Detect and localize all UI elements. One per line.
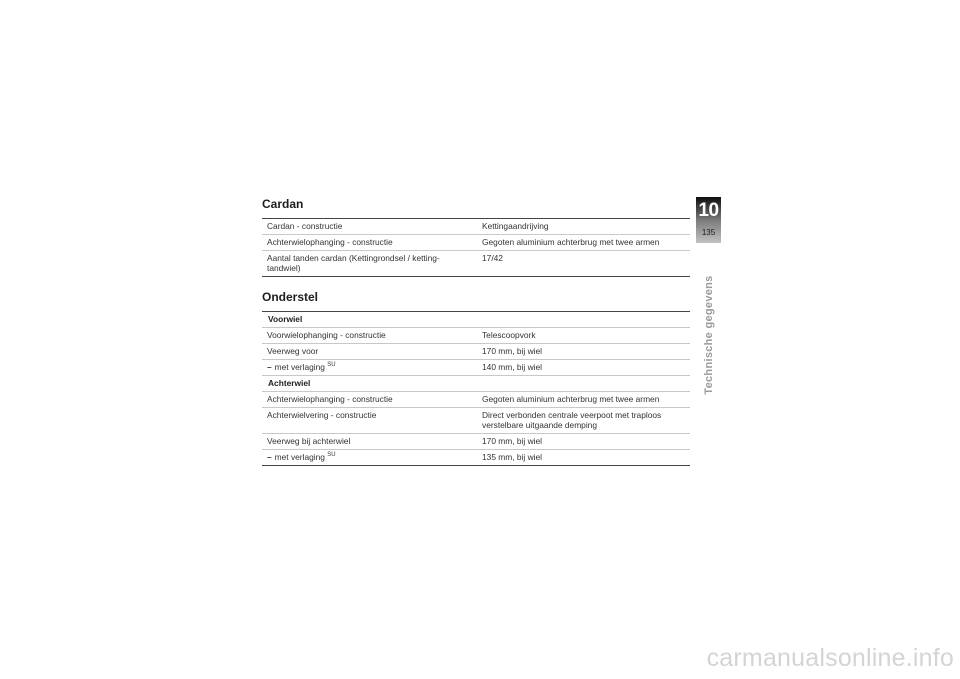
subheading-voorwiel: Voorwiel — [262, 312, 690, 328]
spec-label: Cardan - constructie — [262, 219, 477, 235]
spec-value: 140 mm, bij wiel — [477, 360, 690, 376]
spec-value: 17/42 — [477, 251, 690, 277]
onderstel-table — [262, 311, 690, 466]
spec-content — [262, 197, 690, 466]
table-row — [262, 450, 690, 466]
table-row — [262, 219, 690, 235]
section-title-cardan: Cardan — [262, 197, 304, 211]
spec-label-sub — [262, 360, 477, 376]
cardan-table — [262, 218, 690, 277]
spec-label-text: met verlaging — [274, 452, 325, 462]
table-row — [262, 328, 690, 344]
spec-label: Achterwielvering - constructie — [262, 408, 477, 434]
chapter-tab — [696, 197, 721, 243]
spec-label: Veerweg bij achterwiel — [262, 434, 477, 450]
spec-label-text: met verlaging — [274, 362, 325, 372]
spec-value: Gegoten aluminium achterbrug met twee armen — [477, 392, 690, 408]
su-mark: SU — [327, 362, 336, 369]
chapter-number: 10 — [698, 200, 719, 221]
su-mark: SU — [327, 452, 336, 459]
section-title-onderstel: Onderstel — [262, 290, 319, 304]
subheading-row — [262, 376, 690, 392]
chapter-side-label: Technische gegevens — [703, 275, 715, 395]
page-number: 135 — [701, 228, 716, 237]
spec-value: Telescoopvork — [477, 328, 690, 344]
table-row — [262, 360, 690, 376]
subheading-row — [262, 312, 690, 328]
table-row — [262, 392, 690, 408]
spec-label: Veerweg voor — [262, 344, 477, 360]
spec-label-sub — [262, 450, 477, 466]
dash-bullet-icon: – — [267, 362, 272, 372]
spec-label: Voorwielophanging - constructie — [262, 328, 477, 344]
spec-label: Achterwielophanging - constructie — [262, 392, 477, 408]
spec-value: Direct verbonden centrale veerpoot met traploos verstelbare uitgaande demping — [477, 408, 690, 434]
spec-value: 170 mm, bij wiel — [477, 344, 690, 360]
spec-label: Aantal tanden cardan (Kettingrondsel / ketting-tandwiel) — [262, 251, 477, 277]
table-row — [262, 434, 690, 450]
table-row — [262, 235, 690, 251]
spec-label: Achterwielophanging - constructie — [262, 235, 477, 251]
watermark-text: carmanualsonline.info — [706, 644, 954, 672]
spec-value: Gegoten aluminium achterbrug met twee armen — [477, 235, 690, 251]
spec-value: Kettingaandrijving — [477, 219, 690, 235]
dash-bullet-icon: – — [267, 452, 272, 462]
table-row — [262, 251, 690, 277]
table-row — [262, 344, 690, 360]
subheading-achterwiel: Achterwiel — [262, 376, 690, 392]
spec-value: 170 mm, bij wiel — [477, 434, 690, 450]
spec-value: 135 mm, bij wiel — [477, 450, 690, 466]
table-row — [262, 408, 690, 434]
